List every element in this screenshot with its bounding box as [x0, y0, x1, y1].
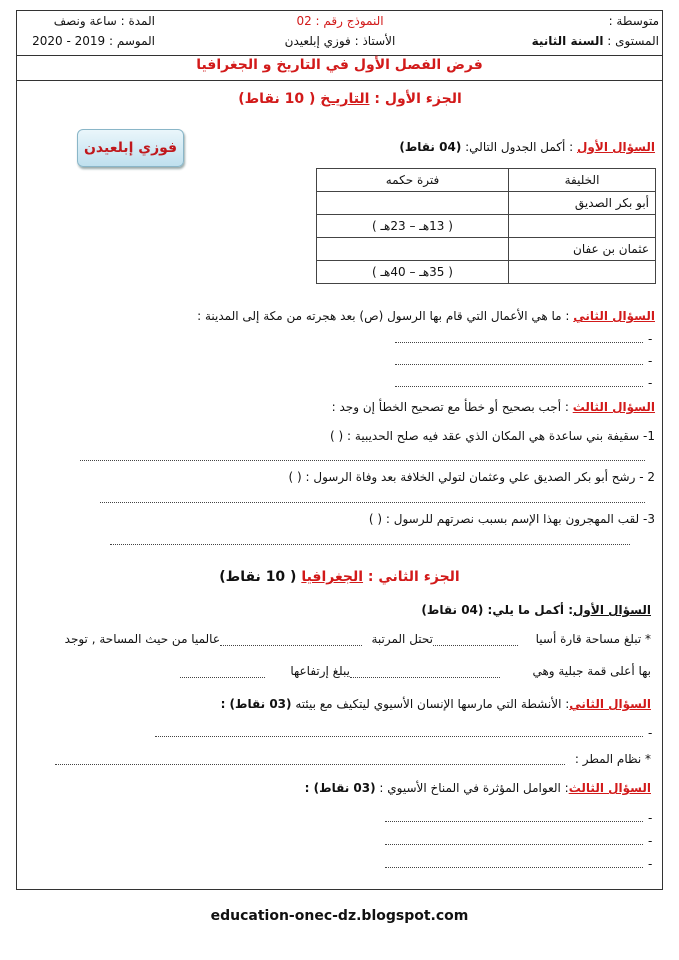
answer-bullet: - [648, 726, 653, 740]
p1-q3-label: السؤال الثالث [572, 400, 655, 414]
answer-line [350, 677, 500, 678]
p2-q1-line1-b: تحتل المرتبة [371, 632, 433, 646]
p2-q2-points: (03 نقاط) : [220, 697, 292, 711]
table-row [317, 215, 656, 238]
part1-title-prefix: الجزء الأول : [369, 91, 462, 107]
answer-line [385, 821, 643, 822]
p2-q3-text: : العوامل المؤثرة في المناخ الأسيوي : [375, 781, 569, 795]
p2-q1-line1-c: عالميا من حيث المساحة , توجد [64, 632, 220, 646]
table-cell [317, 192, 509, 215]
p1-q1 [399, 140, 655, 154]
answer-line [110, 544, 630, 545]
p2-q3 [305, 781, 651, 795]
p1-q1-label: السؤال الأول [577, 140, 655, 154]
table-row [317, 238, 656, 261]
answer-line [385, 867, 643, 868]
part2-title [0, 569, 679, 585]
table-row [317, 261, 656, 284]
p1-q3 [332, 400, 655, 414]
table-cell: ( 35هـ – 40هـ ) [317, 261, 509, 284]
table-cell [509, 261, 656, 284]
level-label: المستوى : [603, 34, 659, 48]
part2-title-main: الجغرافيا [301, 569, 364, 585]
p1-q3-item: 2 - رشح أبو بكر الصديق علي وعثمان لتولي الخلافة بعد وفاة الرسول : ( ) [288, 470, 655, 484]
answer-line [55, 764, 565, 765]
answer-bullet: - [648, 857, 653, 871]
table-cell [509, 215, 656, 238]
p1-q3-item: 1- سقيفة بني ساعدة هي المكان الذي عقد فيه صلح الحديبية : ( ) [330, 429, 655, 443]
table-row [317, 192, 656, 215]
answer-line [80, 460, 645, 461]
answer-line [395, 386, 643, 387]
p1-q3-item: 3- لقب المهجرون بهذا الإسم بسبب نصرتهم للرسول : ( ) [368, 512, 655, 526]
exam-title: فرض الفصل الأول في التاريخ و الجغرافيا [196, 57, 483, 73]
author-badge: فوزي إبلعيدن [77, 129, 184, 167]
p2-q2 [221, 697, 651, 711]
answer-line [100, 502, 645, 503]
level [532, 34, 659, 48]
answer-bullet: - [648, 332, 653, 346]
p1-q2-label: السؤال الثاني [573, 309, 655, 323]
p2-q2-item: * نظام المطر : [574, 752, 651, 766]
answer-line [395, 364, 643, 365]
p2-q1-line1-a: * تبلغ مساحة قارة أسيا [535, 632, 651, 646]
table-cell [317, 238, 509, 261]
table-header: الخليفة [509, 169, 656, 192]
table-cell: أبو بكر الصديق [509, 192, 656, 215]
p1-q1-text: : أكمل الجدول التالي: [461, 140, 578, 154]
footer-url: education-onec-dz.blogspot.com [210, 908, 469, 924]
answer-line [433, 645, 518, 646]
caliphs-table [316, 168, 656, 284]
answer-bullet: - [648, 376, 653, 390]
table-cell: عثمان بن عفان [509, 238, 656, 261]
p2-q2-label: السؤال الثاني [569, 697, 651, 711]
divider [16, 55, 662, 56]
part1-title [0, 91, 679, 107]
part2-title-prefix: الجزء الثاني : [363, 569, 460, 585]
school-label: متوسطة : [608, 14, 659, 28]
level-value: السنة الثانية [531, 34, 604, 48]
answer-line [155, 736, 643, 737]
p1-q1-points: (04 نقاط) [399, 140, 462, 154]
school-year: الموسم : 2019 - 2020 [32, 34, 155, 48]
part1-title-points: ( 10 نقاط) [238, 91, 321, 107]
p2-q2-text: : الأنشطة التي مارسها الإنسان الأسيوي ليتكيف مع بيئته [291, 697, 570, 711]
p2-q1 [421, 603, 651, 617]
answer-line [180, 677, 265, 678]
part2-title-points: ( 10 نقاط) [219, 569, 302, 585]
p2-q1-points: (04 نقاط) [421, 603, 484, 617]
answer-bullet: - [648, 354, 653, 368]
p2-q3-label: السؤال الثالث [568, 781, 651, 795]
part1-title-main: التاريـخ [320, 91, 370, 107]
model-number: النموذج رقم : 02 [296, 14, 384, 28]
answer-line [395, 342, 643, 343]
table-header-row [317, 169, 656, 192]
answer-line [220, 645, 362, 646]
answer-bullet: - [648, 834, 653, 848]
p2-q1-line2-b: يبلغ إرتفاعها [290, 664, 350, 678]
teacher: الأستاذ : فوزي إبلعيدن [284, 34, 396, 48]
duration: المدة : ساعة ونصف [53, 14, 155, 28]
p1-q3-text: : أجب بصحيح أو خطأ مع تصحيح الخطأ إن وجد : [331, 400, 573, 414]
p2-q1-line2-a: بها أعلى قمة جبلية وهي [532, 664, 651, 678]
answer-line [385, 844, 643, 845]
answer-bullet: - [648, 811, 653, 825]
table-cell: ( 13هـ – 23هـ ) [317, 215, 509, 238]
p2-q1-label: السؤال الأول [573, 603, 651, 617]
divider [16, 80, 662, 81]
p2-q3-points: (03 نقاط) : [304, 781, 376, 795]
p1-q2 [197, 309, 655, 323]
p2-q1-text: : أكمل ما يلي: [483, 603, 574, 617]
p1-q2-text: : ما هي الأعمال التي قام بها الرسول (ص) بعد هجرته من مكة إلى المدينة : [197, 309, 574, 323]
table-header: فترة حكمه [317, 169, 509, 192]
